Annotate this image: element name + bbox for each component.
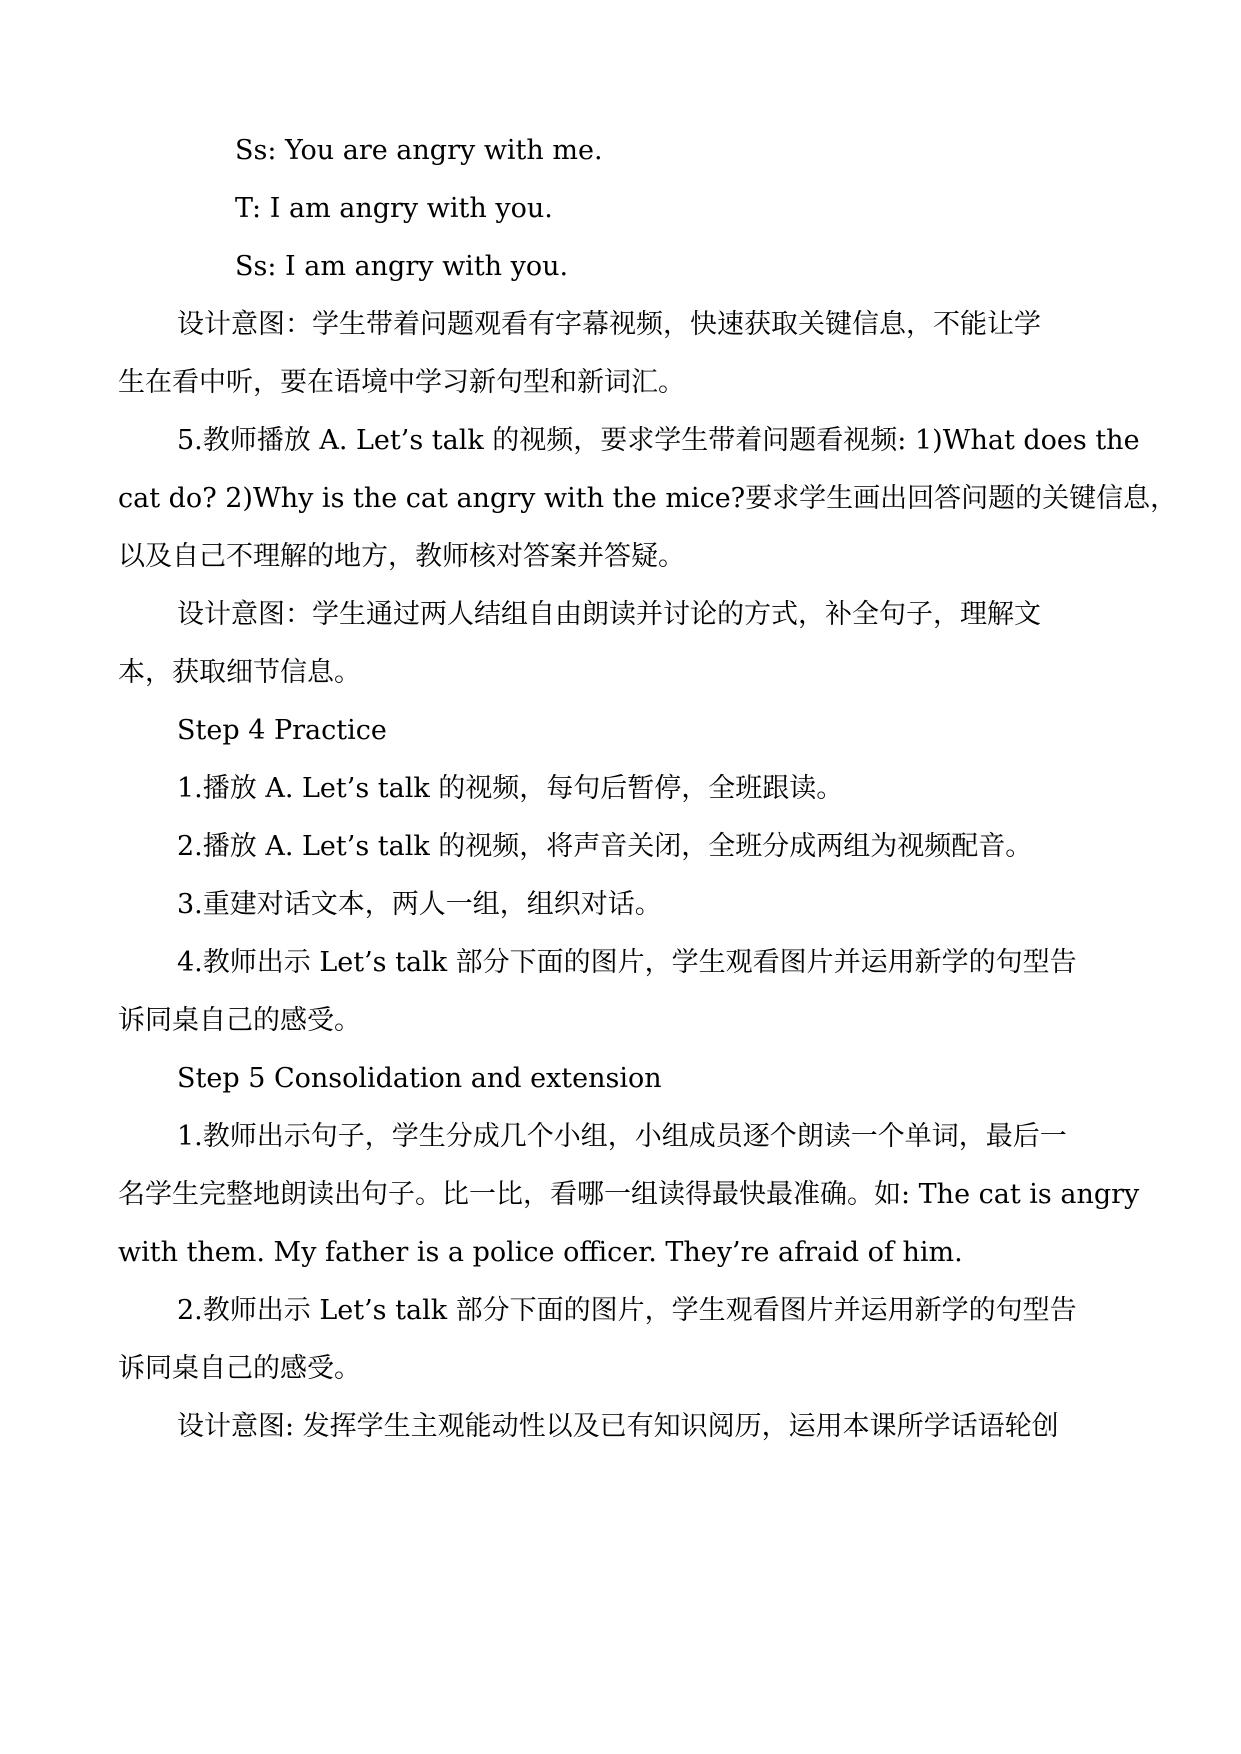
- step5-item-line-3: 以及自己不理解的地方，教师核对答案并答疑。: [118, 541, 685, 572]
- design-intent-1-line-1: 设计意图：学生带着问题观看有字幕视频，快速获取关键信息，不能让学: [177, 309, 1041, 340]
- extension-item-2-line-1: 2.教师出示 Let’s talk 部分下面的图片，学生观看图片并运用新学的句型告: [177, 1295, 1077, 1326]
- practice-item-3: 3.重建对话文本，两人一组，组织对话。: [177, 889, 662, 920]
- step5-item-line-2: cat do? 2)Why is the cat angry with the mice?要求学生画出回答问题的关键信息，: [118, 483, 1178, 514]
- step5-item-line-1: 5.教师播放 A. Let’s talk 的视频，要求学生带着问题看视频: 1)What does the: [177, 425, 1140, 456]
- dialog-line-1: Ss: You are angry with me.: [235, 135, 603, 166]
- extension-item-1-line-3: with them. My father is a police officer. They’re afraid of him.: [118, 1237, 963, 1268]
- extension-item-2-line-2: 诉同桌自己的感受。: [118, 1353, 361, 1384]
- design-intent-1-line-2: 生在看中听，要在语境中学习新句型和新词汇。: [118, 367, 685, 398]
- practice-item-2: 2.播放 A. Let’s talk 的视频，将声音关闭，全班分成两组为视频配音。: [177, 831, 1033, 862]
- design-intent-2-line-2: 本，获取细节信息。: [118, 657, 361, 688]
- practice-item-4-line-1: 4.教师出示 Let’s talk 部分下面的图片，学生观看图片并运用新学的句型告: [177, 947, 1077, 978]
- design-intent-3-line-1: 设计意图: 发挥学生主观能动性以及已有知识阅历，运用本课所学话语轮创: [177, 1411, 1059, 1442]
- practice-item-1: 1.播放 A. Let’s talk 的视频，每句后暂停，全班跟读。: [177, 773, 844, 804]
- dialog-line-2: T: I am angry with you.: [235, 193, 553, 224]
- step-5-heading: Step 5 Consolidation and extension: [177, 1063, 662, 1094]
- extension-item-1-line-1: 1.教师出示句子，学生分成几个小组，小组成员逐个朗读一个单词，最后一: [177, 1121, 1067, 1152]
- step-4-heading: Step 4 Practice: [177, 715, 387, 746]
- practice-item-4-line-2: 诉同桌自己的感受。: [118, 1005, 361, 1036]
- extension-item-1-line-2: 名学生完整地朗读出句子。比一比，看哪一组读得最快最准确。如: The cat is angry: [118, 1179, 1140, 1210]
- dialog-line-3: Ss: I am angry with you.: [235, 251, 569, 282]
- design-intent-2-line-1: 设计意图：学生通过两人结组自由朗读并讨论的方式，补全句子，理解文: [177, 599, 1041, 630]
